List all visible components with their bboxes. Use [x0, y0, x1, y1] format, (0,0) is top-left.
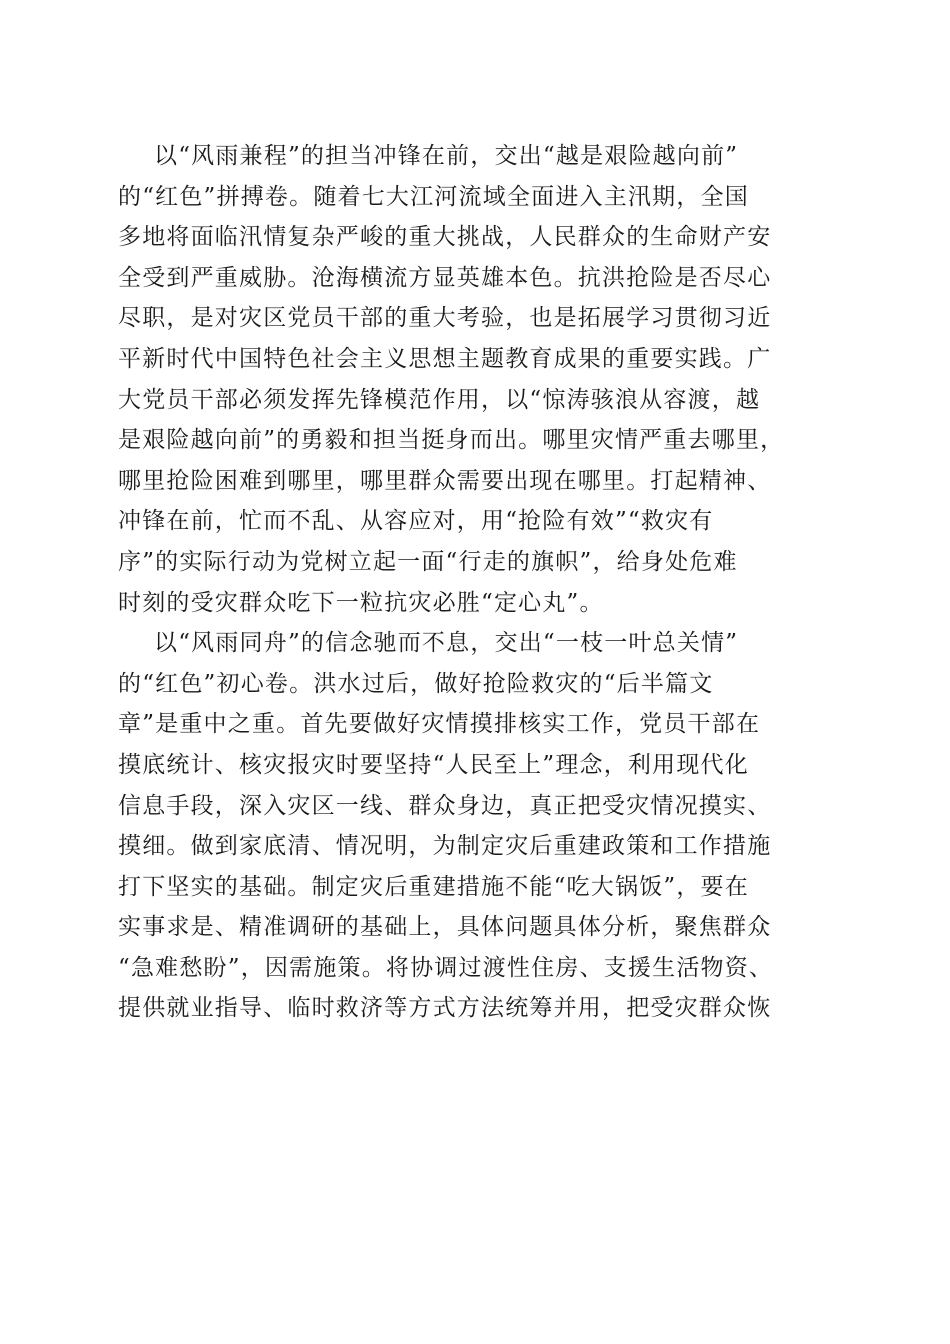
text-line: 信息手段，深入灾区一线、群众身边，真正把受灾情况摸实、: [118, 792, 772, 819]
text-line: 摸底统计、核灾报灾时要坚持“人民至上”理念，利用现代化: [118, 751, 749, 778]
paragraph-2: [118, 623, 832, 1029]
text-line: 的“红色”拼搏卷。随着七大江河流域全面进入主汛期，全国: [118, 183, 749, 210]
text-line: 打下坚实的基础。制定灾后重建措施不能“吃大锅饭”，要在: [118, 873, 749, 900]
text-line: 的“红色”初心卷。洪水过后，做好抢险救灾的“后半篇文: [118, 670, 714, 697]
paragraph-1: [118, 136, 832, 623]
text-line: 哪里抢险困难到哪里，哪里群众需要出现在哪里。打起精神、: [118, 467, 772, 494]
text-line: 摸细。做到家底清、情况明，为制定灾后重建政策和工作措施: [118, 833, 772, 860]
text-line: 多地将面临汛情复杂严峻的重大挑战，人民群众的生命财产安: [118, 224, 772, 251]
text-line: 章”是重中之重。首先要做好灾情摸排核实工作，党员干部在: [118, 711, 761, 738]
text-line: 时刻的受灾群众吃下一粒抗灾必胜“定心丸”。: [118, 589, 604, 616]
text-line: 提供就业指导、临时救济等方式方法统筹并用，把受灾群众恢: [118, 995, 772, 1022]
text-line: 大党员干部必须发挥先锋模范作用，以“惊涛骇浪从容渡，越: [118, 386, 761, 413]
text-line: 以“风雨兼程”的担当冲锋在前，交出“越是艰险越向前”: [154, 143, 739, 169]
text-line: 以“风雨同舟”的信念驰而不息，交出“一枝一叶总关情”: [154, 630, 739, 657]
text-line: “急难愁盼”，因需施策。将协调过渡性住房、支援生活物资、: [118, 954, 774, 981]
text-line: 序”的实际行动为党树立起一面“行走的旗帜”，给身处危难: [118, 548, 738, 575]
text-line: 平新时代中国特色社会主义思想主题教育成果的重要实践。广: [118, 345, 772, 372]
text-line: 尽职，是对灾区党员干部的重大考验，也是拓展学习贯彻习近: [118, 305, 772, 332]
text-line: 全受到严重威胁。沧海横流方显英雄本色。抗洪抢险是否尽心: [118, 264, 772, 291]
text-line: 实事求是、精准调研的基础上，具体问题具体分析，聚焦群众: [118, 914, 772, 941]
text-line: 是艰险越向前”的勇毅和担当挺身而出。哪里灾情严重去哪里，: [118, 427, 785, 454]
text-line: 冲锋在前，忙而不乱、从容应对，用“抢险有效”“救灾有: [118, 508, 714, 535]
document-body: [118, 136, 832, 1029]
